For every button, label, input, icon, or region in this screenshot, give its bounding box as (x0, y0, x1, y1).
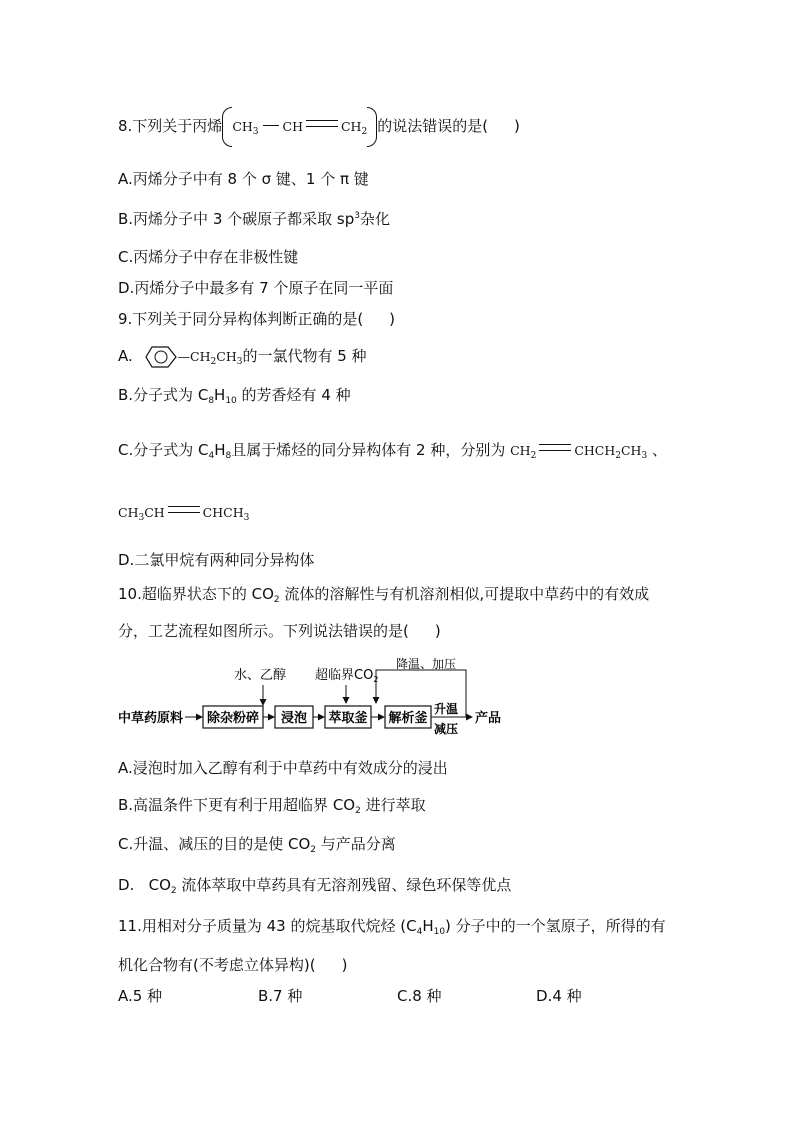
q11-stem-line1: 11.用相对分子质量为 43 的烷基取代烷烃 $(C_4H_{10})$ 分子中的一个氢原子，所得的有 (118, 917, 666, 937)
benzene-ring-icon (144, 345, 178, 369)
q11-option-b: B.7 种 (258, 987, 303, 1005)
flow-input-sc-co2: 超临界$CO_2$ (315, 668, 379, 684)
q11-option-a: A.5 种 (118, 987, 163, 1005)
process-flow-diagram (118, 655, 518, 745)
flow-product-label: 产品 (475, 711, 502, 726)
q10-option-b: B.高温条件下更有利于用超临界 $CO_2$ 进行萃取 (118, 796, 426, 816)
flow-recycle-label: 降温、加压 (395, 657, 457, 671)
double-bond-icon (306, 120, 338, 127)
flow-input-water-ethanol: 水、乙醇 (233, 668, 287, 683)
q8-stem: 8.下列关于丙烯 $CH_3$ CH $CH_2$ 的说法错误的是( ) (118, 106, 520, 146)
flow-box-analyze-label: 解析釜 (388, 711, 428, 726)
flow-cond-depressurize: 减压 (434, 722, 459, 736)
flow-start-label: 中草药原料 (118, 711, 184, 726)
q9-option-c: C.分子式为 $C_4H_8$且属于烯烃的同分异构体有 2 种，分别为 $CH_2$ $CHCH_2CH_3$ 、 (118, 441, 667, 461)
q8-option-a: A.丙烯分子中有 8 个 σ 键、1 个 π 键 (118, 170, 369, 188)
q9-formula-1-butene: $CH_2$ $CHCH_2CH_3$ (510, 443, 648, 461)
q9-formula-2-butene: $CH_3CH$ $CHCH_3$ (118, 505, 250, 523)
flow-cond-heat: 升温 (434, 702, 459, 716)
q10-stem-line2: 分，工艺流程如图所示。下列说法错误的是( ) (118, 622, 441, 640)
q9-option-b: B.分子式为 $C_8H_{10}$ 的芳香烃有 4 种 (118, 386, 351, 406)
q11-option-c: C.8 种 (397, 987, 442, 1005)
q8-option-c: C.丙烯分子中存在非极性键 (118, 248, 299, 266)
q10-stem-line1: 10.超临界状态下的 $CO_2$ 流体的溶解性与有机溶剂相似,可提取中草药中的有效成 (118, 585, 650, 605)
q9-option-d: D.二氯甲烷有两种同分异构体 (118, 551, 315, 569)
q8-option-b: B.丙烯分子中 3 个碳原子都采取 $sp^3$杂化 (118, 210, 390, 228)
q11-stem-line2: 机化合物有(不考虑立体异构)( ) (118, 956, 348, 974)
q8-propene-formula: $CH_3$ CH $CH_2$ (222, 107, 377, 147)
q8-stem-pre: 8.下列关于丙烯 (118, 117, 223, 135)
q9-option-a: A. $—CH_2CH_3$的一氯代物有 5 种 (118, 344, 367, 368)
q11-option-d: D.4 种 (536, 987, 582, 1005)
flow-box-soak-label: 浸泡 (280, 711, 308, 726)
flow-box-extract-label: 萃取釜 (328, 711, 368, 726)
q10-option-d: D. $CO_2$ 流体萃取中草药具有无溶剂残留、绿色环保等优点 (118, 876, 512, 896)
q8-option-d: D.丙烯分子中最多有 7 个原子在同一平面 (118, 279, 394, 297)
q8-stem-post: 的说法错误的是( (377, 117, 489, 135)
q10-option-c: C.升温、减压的目的是使 $CO_2$ 与产品分离 (118, 835, 396, 855)
q9-stem: 9.下列关于同分异构体判断正确的是( ) (118, 310, 396, 328)
flow-box-crush-label: 除杂粉碎 (206, 711, 260, 726)
q10-option-a: A.浸泡时加入乙醇有利于中草药中有效成分的浸出 (118, 759, 448, 777)
